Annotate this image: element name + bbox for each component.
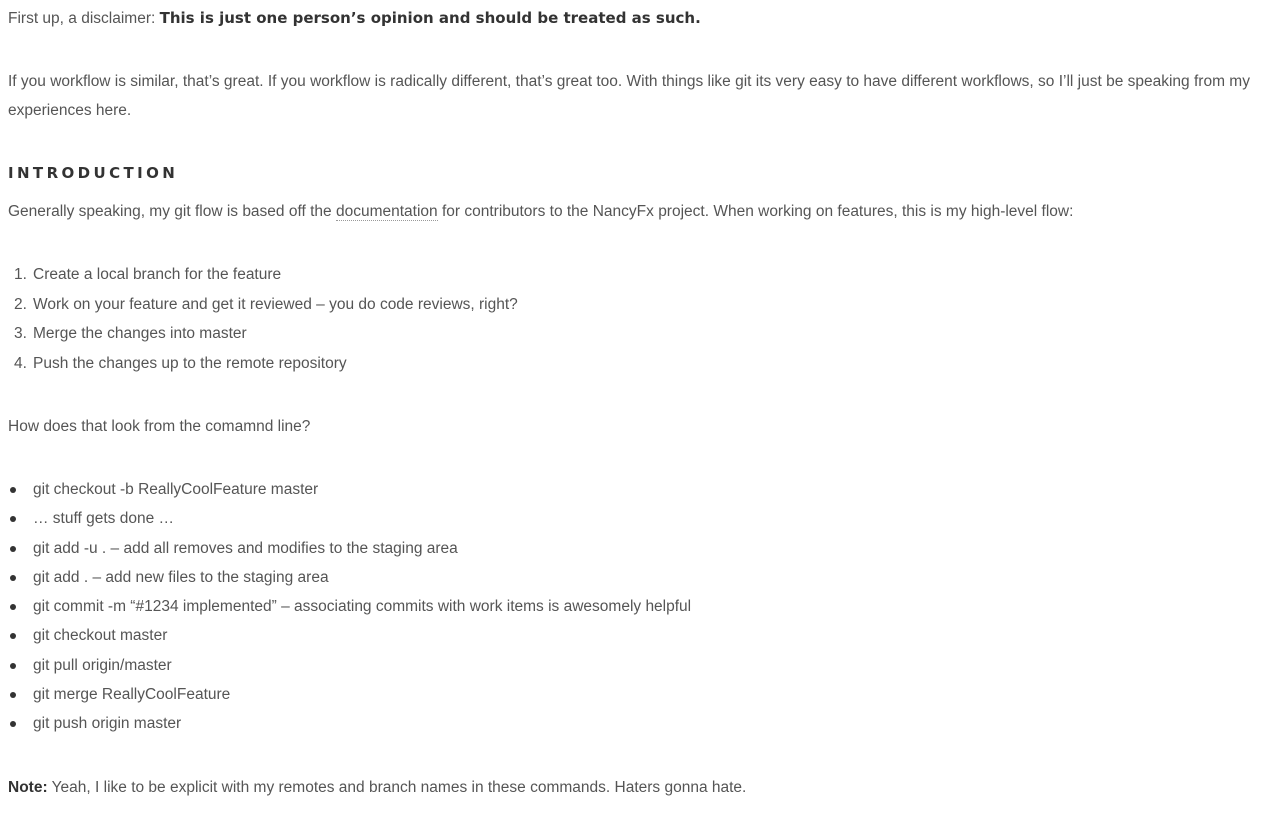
step-text: Merge the changes into master: [33, 325, 247, 342]
git-commands-list: [8, 475, 1256, 739]
step-number: 2.: [14, 295, 27, 313]
note-paragraph: [8, 773, 1256, 802]
list-item: [14, 319, 1256, 349]
list-item: [33, 651, 1256, 680]
command-line-question: How does that look from the comamnd line?: [8, 418, 311, 435]
step-number: 4.: [14, 354, 27, 372]
command-text: git add . – add new files to the staging area: [33, 568, 329, 586]
bullet-icon: [10, 487, 16, 493]
list-item: [33, 475, 1256, 504]
bullet-icon: [10, 633, 16, 639]
command-text: … stuff gets done …: [33, 510, 175, 528]
list-item: [33, 592, 1256, 621]
list-item: [14, 260, 1256, 290]
introduction-paragraph: [8, 197, 1256, 226]
list-item: [14, 290, 1256, 320]
disclaimer-paragraph: [8, 4, 1256, 33]
step-text: Create a local branch for the feature: [33, 266, 282, 283]
command-text: git checkout -b ReallyCoolFeature master: [33, 481, 319, 498]
workflow-paragraph: If you workflow is similar, that’s great. If you workflow is radically different, that’s great too. With things like git its very easy to have different workflows, so I’ll just be speaking from my experiences here.: [8, 73, 1250, 119]
list-item: [33, 534, 1256, 563]
list-item: [33, 621, 1256, 650]
step-text: Work on your feature and get it reviewed – you do code reviews, right?: [33, 295, 518, 313]
documentation-link[interactable]: documentation: [335, 203, 438, 220]
step-number: 1.: [14, 266, 27, 283]
command-text: git pull origin/master: [33, 656, 172, 674]
bullet-icon: [10, 546, 16, 552]
list-item: [33, 563, 1256, 592]
article-body: [8, 4, 1256, 836]
step-number: 3.: [14, 325, 27, 342]
bullet-icon: [10, 516, 16, 522]
note-label: Note:: [8, 778, 48, 796]
note-text: Yeah, I like to be explicit with my remotes and branch names in these commands. Haters gonna hate.: [47, 778, 747, 796]
command-text: git checkout master: [33, 627, 168, 645]
bullet-icon: [10, 575, 16, 581]
disclaimer-prefix: First up, a disclaimer:: [8, 10, 160, 27]
command-text: git commit -m “#1234 implemented” – associating commits with work items is awesomely helpful: [33, 598, 692, 616]
command-text: git push origin master: [33, 715, 182, 733]
list-item: [33, 680, 1256, 709]
disclaimer-bold-text: This is just one person’s opinion and should be treated as such.: [159, 9, 701, 27]
workflow-steps-list: [8, 260, 1256, 378]
intro-text-after-link: for contributors to the NancyFx project. When working on features, this is my high-level flow:: [437, 203, 1074, 220]
bullet-icon: [10, 604, 16, 610]
bullet-icon: [10, 692, 16, 698]
command-text: git merge ReallyCoolFeature: [33, 686, 231, 704]
command-text: git add -u . – add all removes and modifies to the staging area: [33, 539, 458, 557]
list-item: [33, 709, 1256, 738]
bullet-icon: [10, 663, 16, 669]
bullet-icon: [10, 721, 16, 727]
introduction-heading: INTRODUCTION: [8, 164, 179, 182]
list-item: [14, 349, 1256, 379]
step-text: Push the changes up to the remote repository: [33, 354, 347, 372]
list-item: [33, 504, 1256, 533]
intro-text-before-link: Generally speaking, my git flow is based off the: [8, 203, 336, 220]
